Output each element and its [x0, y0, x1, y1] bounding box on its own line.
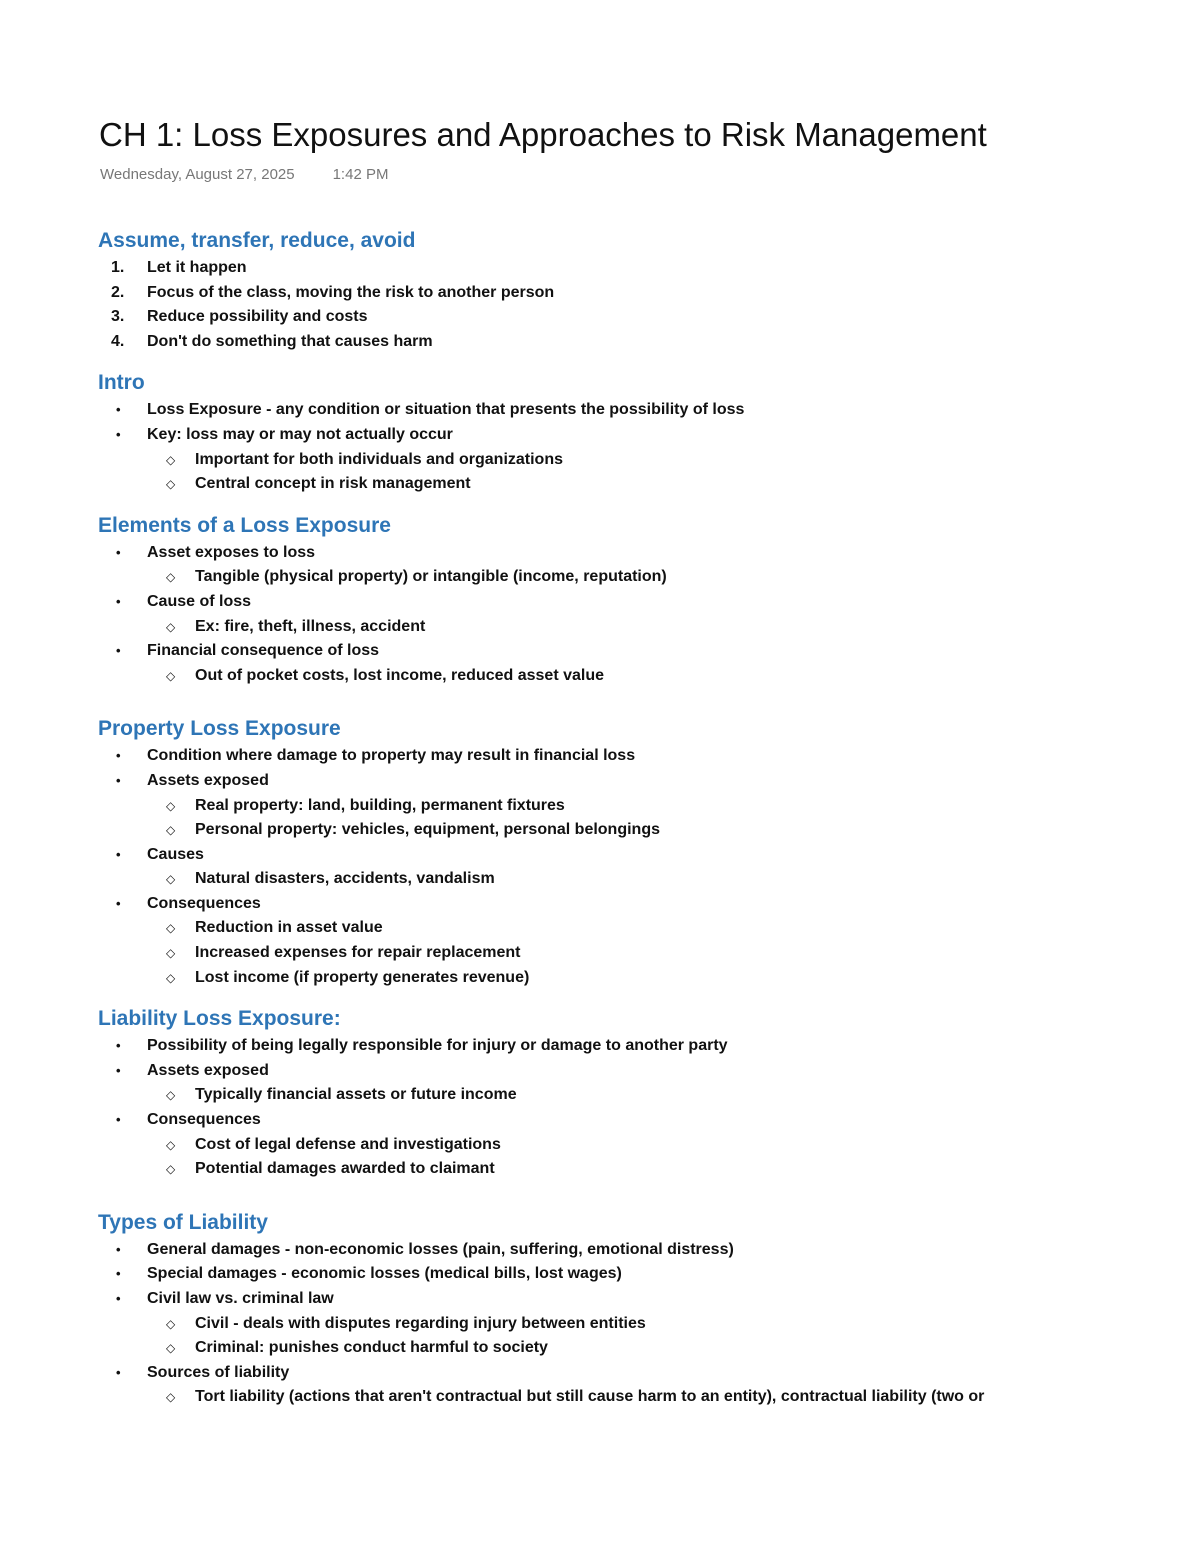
- sub-list-item: ◇ Potential damages awarded to claimant: [98, 1157, 1098, 1182]
- sub-list-item: ◇ Real property: land, building, permanent fixtures: [98, 794, 1098, 819]
- bullet-list: [98, 1034, 1098, 1182]
- list-item: • Assets exposed: [98, 1059, 1098, 1084]
- list-number: 2.: [111, 283, 125, 301]
- sub-list-item: ◇ Natural disasters, accidents, vandalism: [98, 867, 1098, 892]
- section-heading: Assume, transfer, reduce, avoid: [98, 229, 416, 252]
- hollow-bullet-icon: ◇: [166, 1341, 176, 1356]
- section-heading: Types of Liability: [98, 1210, 268, 1234]
- sub-list-item: ◇ Increased expenses for repair replacement: [98, 941, 1098, 966]
- hollow-bullet-icon: ◇: [166, 970, 176, 985]
- bullet-icon: •: [116, 1291, 121, 1306]
- list-item: 2. Focus of the class, moving the risk to another person: [98, 281, 1098, 306]
- bullet-icon: •: [116, 895, 121, 911]
- bullet-list: [98, 398, 1098, 496]
- sub-list-item: ◇ Civil - deals with disputes regarding injury between entities: [98, 1312, 1098, 1337]
- hollow-bullet-icon: ◇: [166, 872, 176, 887]
- list-item: • Causes: [98, 843, 1098, 868]
- sub-list-item: ◇ Central concept in risk management: [98, 472, 1098, 497]
- sub-list-item: ◇ Ex: fire, theft, illness, accident: [98, 615, 1098, 640]
- numbered-list: [98, 256, 1098, 354]
- list-item: • Loss Exposure - any condition or situation that presents the possibility of loss: [98, 398, 1098, 423]
- sub-list-item: ◇ Reduction in asset value: [98, 916, 1098, 941]
- section-heading: Liability Loss Exposure:: [98, 1007, 341, 1031]
- section-liability: [98, 1004, 1098, 1182]
- bullet-icon: •: [116, 772, 121, 788]
- hollow-bullet-icon: ◇: [166, 619, 176, 634]
- bullet-icon: •: [116, 426, 121, 442]
- bullet-icon: •: [116, 402, 121, 418]
- hollow-bullet-icon: ◇: [166, 1137, 176, 1152]
- hollow-bullet-icon: ◇: [166, 452, 176, 467]
- list-item: • Asset exposes to loss: [98, 541, 1098, 566]
- list-item: • Assets exposed: [98, 769, 1098, 794]
- hollow-bullet-icon: ◇: [166, 1316, 176, 1331]
- section-heading: Intro: [98, 371, 145, 395]
- sub-list-item: ◇ Out of pocket costs, lost income, reduced asset value: [98, 664, 1098, 689]
- list-item: 3. Reduce possibility and costs: [98, 305, 1098, 330]
- list-item: • Cause of loss: [98, 590, 1098, 615]
- list-item: • Financial consequence of loss: [98, 639, 1098, 664]
- bullet-icon: •: [116, 748, 121, 764]
- list-item: • Special damages - economic losses (medical bills, lost wages): [98, 1262, 1098, 1287]
- hollow-bullet-icon: ◇: [166, 921, 176, 936]
- hollow-bullet-icon: ◇: [166, 1162, 176, 1177]
- list-item: • Sources of liability: [98, 1361, 1098, 1386]
- list-item: • Key: loss may or may not actually occur: [98, 423, 1098, 448]
- section-types-of-liability: [98, 1208, 1098, 1410]
- sub-list-item: ◇ Cost of legal defense and investigations: [98, 1133, 1098, 1158]
- bullet-icon: •: [116, 643, 121, 659]
- list-item: 4. Don't do something that causes harm: [98, 330, 1098, 355]
- list-item: • Consequences: [98, 1108, 1098, 1133]
- hollow-bullet-icon: ◇: [166, 477, 176, 492]
- bullet-icon: •: [116, 846, 121, 862]
- section-property: [98, 714, 1098, 990]
- page-title: CH 1: Loss Exposures and Approaches to Risk Management: [99, 116, 987, 153]
- section-risk-approaches: [98, 226, 1098, 354]
- sub-list-item: ◇ Personal property: vehicles, equipment, personal belongings: [98, 818, 1098, 843]
- list-item: • Possibility of being legally responsible for injury or damage to another party: [98, 1034, 1098, 1059]
- section-heading: Property Loss Exposure: [98, 717, 341, 741]
- bullet-list: [98, 1238, 1098, 1410]
- list-item: • Condition where damage to property may result in financial loss: [98, 744, 1098, 769]
- note-timestamp: [100, 164, 388, 186]
- hollow-bullet-icon: ◇: [166, 823, 176, 838]
- hollow-bullet-icon: ◇: [166, 668, 176, 683]
- hollow-bullet-icon: ◇: [166, 1390, 176, 1405]
- sub-list-item: ◇ Criminal: punishes conduct harmful to society: [98, 1336, 1098, 1361]
- bullet-icon: •: [116, 593, 121, 609]
- list-item: • General damages - non-economic losses (pain, suffering, emotional distress): [98, 1238, 1098, 1263]
- section-heading: Elements of a Loss Exposure: [98, 513, 391, 537]
- sub-list-item: ◇ Tort liability (actions that aren't contractual but still cause harm to an entity), contractual liability (two or: [98, 1385, 1098, 1410]
- list-item: • Civil law vs. criminal law: [98, 1287, 1098, 1312]
- bullet-icon: •: [116, 1266, 121, 1282]
- hollow-bullet-icon: ◇: [166, 946, 176, 961]
- note-date: Wednesday, August 27, 2025: [100, 166, 295, 183]
- bullet-icon: •: [116, 544, 121, 560]
- list-number: 3.: [111, 308, 125, 326]
- hollow-bullet-icon: ◇: [166, 798, 176, 813]
- sub-list-item: ◇ Lost income (if property generates revenue): [98, 966, 1098, 991]
- list-number: 4.: [111, 332, 125, 350]
- sub-list-item: ◇ Important for both individuals and organizations: [98, 448, 1098, 473]
- hollow-bullet-icon: ◇: [166, 570, 176, 585]
- list-number: 1.: [111, 259, 125, 276]
- bullet-icon: •: [116, 1038, 121, 1054]
- bullet-icon: •: [116, 1062, 121, 1078]
- sub-list-item: ◇ Typically financial assets or future income: [98, 1083, 1098, 1108]
- bullet-icon: •: [116, 1112, 121, 1128]
- list-item: 1. Let it happen: [98, 256, 1098, 281]
- section-intro: [98, 368, 1098, 496]
- bullet-icon: •: [116, 1241, 121, 1257]
- bullet-icon: •: [116, 1364, 121, 1380]
- note-time: 1:42 PM: [332, 166, 389, 183]
- bullet-list: [98, 541, 1098, 689]
- hollow-bullet-icon: ◇: [166, 1088, 176, 1103]
- list-item: • Consequences: [98, 892, 1098, 917]
- section-elements: [98, 511, 1098, 689]
- bullet-list: [98, 744, 1098, 990]
- note-body: [98, 226, 1098, 1434]
- sub-list-item: ◇ Tangible (physical property) or intangible (income, reputation): [98, 565, 1098, 590]
